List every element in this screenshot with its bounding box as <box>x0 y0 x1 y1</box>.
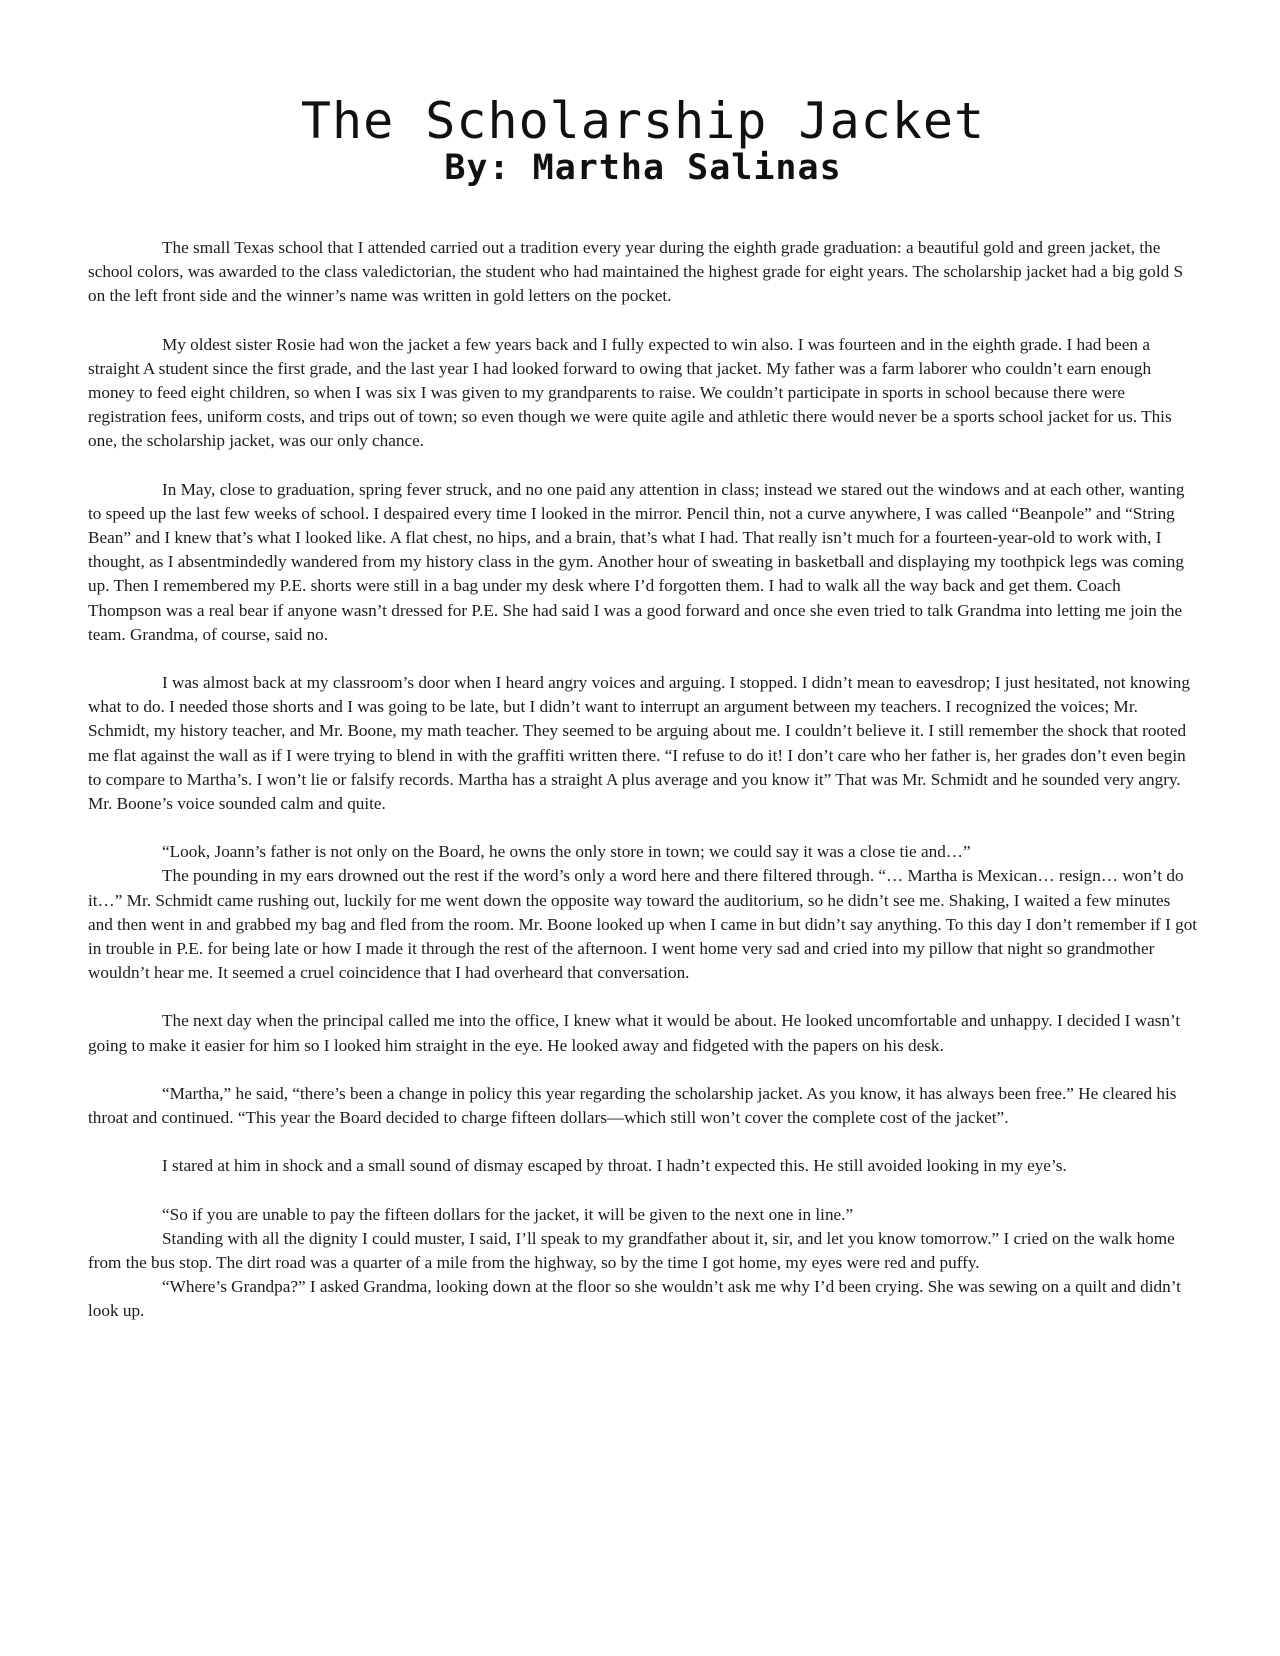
paragraph-12: “Where’s Grandpa?” I asked Grandma, looking down at the floor so she wouldn’t ask me why I’d been crying. She was sewing on a quilt and didn’t look up. <box>88 1277 1181 1321</box>
document-title: The Scholarship Jacket <box>300 92 986 150</box>
paragraph-9: I stared at him in shock and a small sound of dismay escaped by throat. I hadn’t expected this. He still avoided looking in my eye’s. <box>162 1156 1067 1176</box>
document-body <box>88 236 1198 1324</box>
paragraph-5: “Look, Joann’s father is not only on the Board, he owns the only store in town; we could say it was a close tie and…” <box>162 842 971 862</box>
paragraph-2: My oldest sister Rosie had won the jacket a few years back and I fully expected to win also. I was fourteen and in the eighth grade. I had been a straight A student since the first grade, and the last year I had looked forward to owing that jacket. My father was a farm laborer who couldn’t earn enough money to feed eight children, so when I was six I was given to my grandparents to raise. We couldn’t participate in sports in school because there were registration fees, uniform costs, and trips out of town; so even though we were quite agile and athletic there would never be a sports school jacket for us. This one, the scholarship jacket, was our only chance. <box>88 334 1172 451</box>
paragraph-11: Standing with all the dignity I could muster, I said, I’ll speak to my grandfather about it, sir, and let you know tomorrow.” I cried on the walk home from the bus stop. The dirt road was a quarter of a mile from the highway, so by the time I got home, my eyes were red and puffy. <box>88 1228 1175 1272</box>
paragraph-3: In May, close to graduation, spring fever struck, and no one paid any attention in class; instead we stared out the windows and at each other, wanting to speed up the last few weeks of school. I despaired every time I looked in the mirror. Pencil thin, not a curve anywhere, I was called “Beanpole” and “String Bean” and I knew that’s what I looked like. A flat chest, no hips, and a brain, that’s what I had. That really isn’t much for a fourteen-year-old to work with, I thought, as I absentmindedly wandered from my history class in the gym. Another hour of sweating in basketball and displaying my toothpick legs was coming up. Then I remembered my P.E. shorts were still in a bag under my desk where I’d forgotten them. I had to walk all the way back and get them. Coach Thompson was a real bear if anyone wasn’t dressed for P.E. She had said I was a good forward and once she even tried to talk Grandma into letting me join the team. Grandma, of course, said no. <box>88 479 1185 644</box>
paragraph-8: “Martha,” he said, “there’s been a change in policy this year regarding the scholarship jacket. As you know, it has always been free.” He cleared his throat and continued. “This year the Board decided to charge fifteen dollars—which still won’t cover the complete cost of the jacket”. <box>88 1083 1177 1128</box>
paragraph-6: The pounding in my ears drowned out the rest if the word’s only a word here and there filtered through. “… Martha is Mexican… resign… won’t do it…” Mr. Schmidt came rushing out, luckily for me went down the opposite way toward the auditorium, so he didn’t see me. Shaking, I waited a few minutes and then went in and grabbed my bag and fled from the room. Mr. Boone looked up when I came in but didn’t say anything. To this day I don’t remember if I got in trouble in P.E. for being late or how I made it through the rest of the afternoon. I went home very sad and cried into my pillow that night so grandmother wouldn’t hear me. It seemed a cruel coincidence that I had overheard that conversation. <box>88 866 1198 983</box>
paragraph-1: The small Texas school that I attended carried out a tradition every year during the eighth grade graduation: a beautiful gold and green jacket, the school colors, was awarded to the class valedictorian, the student who had maintained the highest grade for eight years. The scholarship jacket had a big gold S on the left front side and the winner’s name was written in gold letters on the pocket. <box>88 238 1184 306</box>
paragraph-4: I was almost back at my classroom’s door when I heard angry voices and arguing. I stopped. I didn’t mean to eavesdrop; I just hesitated, not knowing what to do. I needed those shorts and I was going to be late, but I didn’t want to interrupt an argument between my teachers. I recognized the voices; Mr. Schmidt, my history teacher, and Mr. Boone, my math teacher. They seemed to be arguing about me. I couldn’t believe it. I still remember the shock that rooted me flat against the wall as if I were trying to blend in with the graffiti written there. “I refuse to do it! I don’t care who her father is, her grades don’t even begin to compare to Martha’s. I won’t lie or falsify records. Martha has a straight A plus average and you know it” That was Mr. Schmidt and he sounded very angry. Mr. Boone’s voice sounded calm and quite. <box>88 673 1190 814</box>
document-byline: By: Martha Salinas <box>444 148 842 188</box>
paragraph-10: “So if you are unable to pay the fifteen dollars for the jacket, it will be given to the next one in line.” <box>162 1204 854 1224</box>
paragraph-7: The next day when the principal called me into the office, I knew what it would be about. He looked uncomfortable and unhappy. I decided I wasn’t going to make it easier for him so I looked him straight in the eye. He looked away and fidgeted with the papers on his desk. <box>88 1011 1181 1055</box>
